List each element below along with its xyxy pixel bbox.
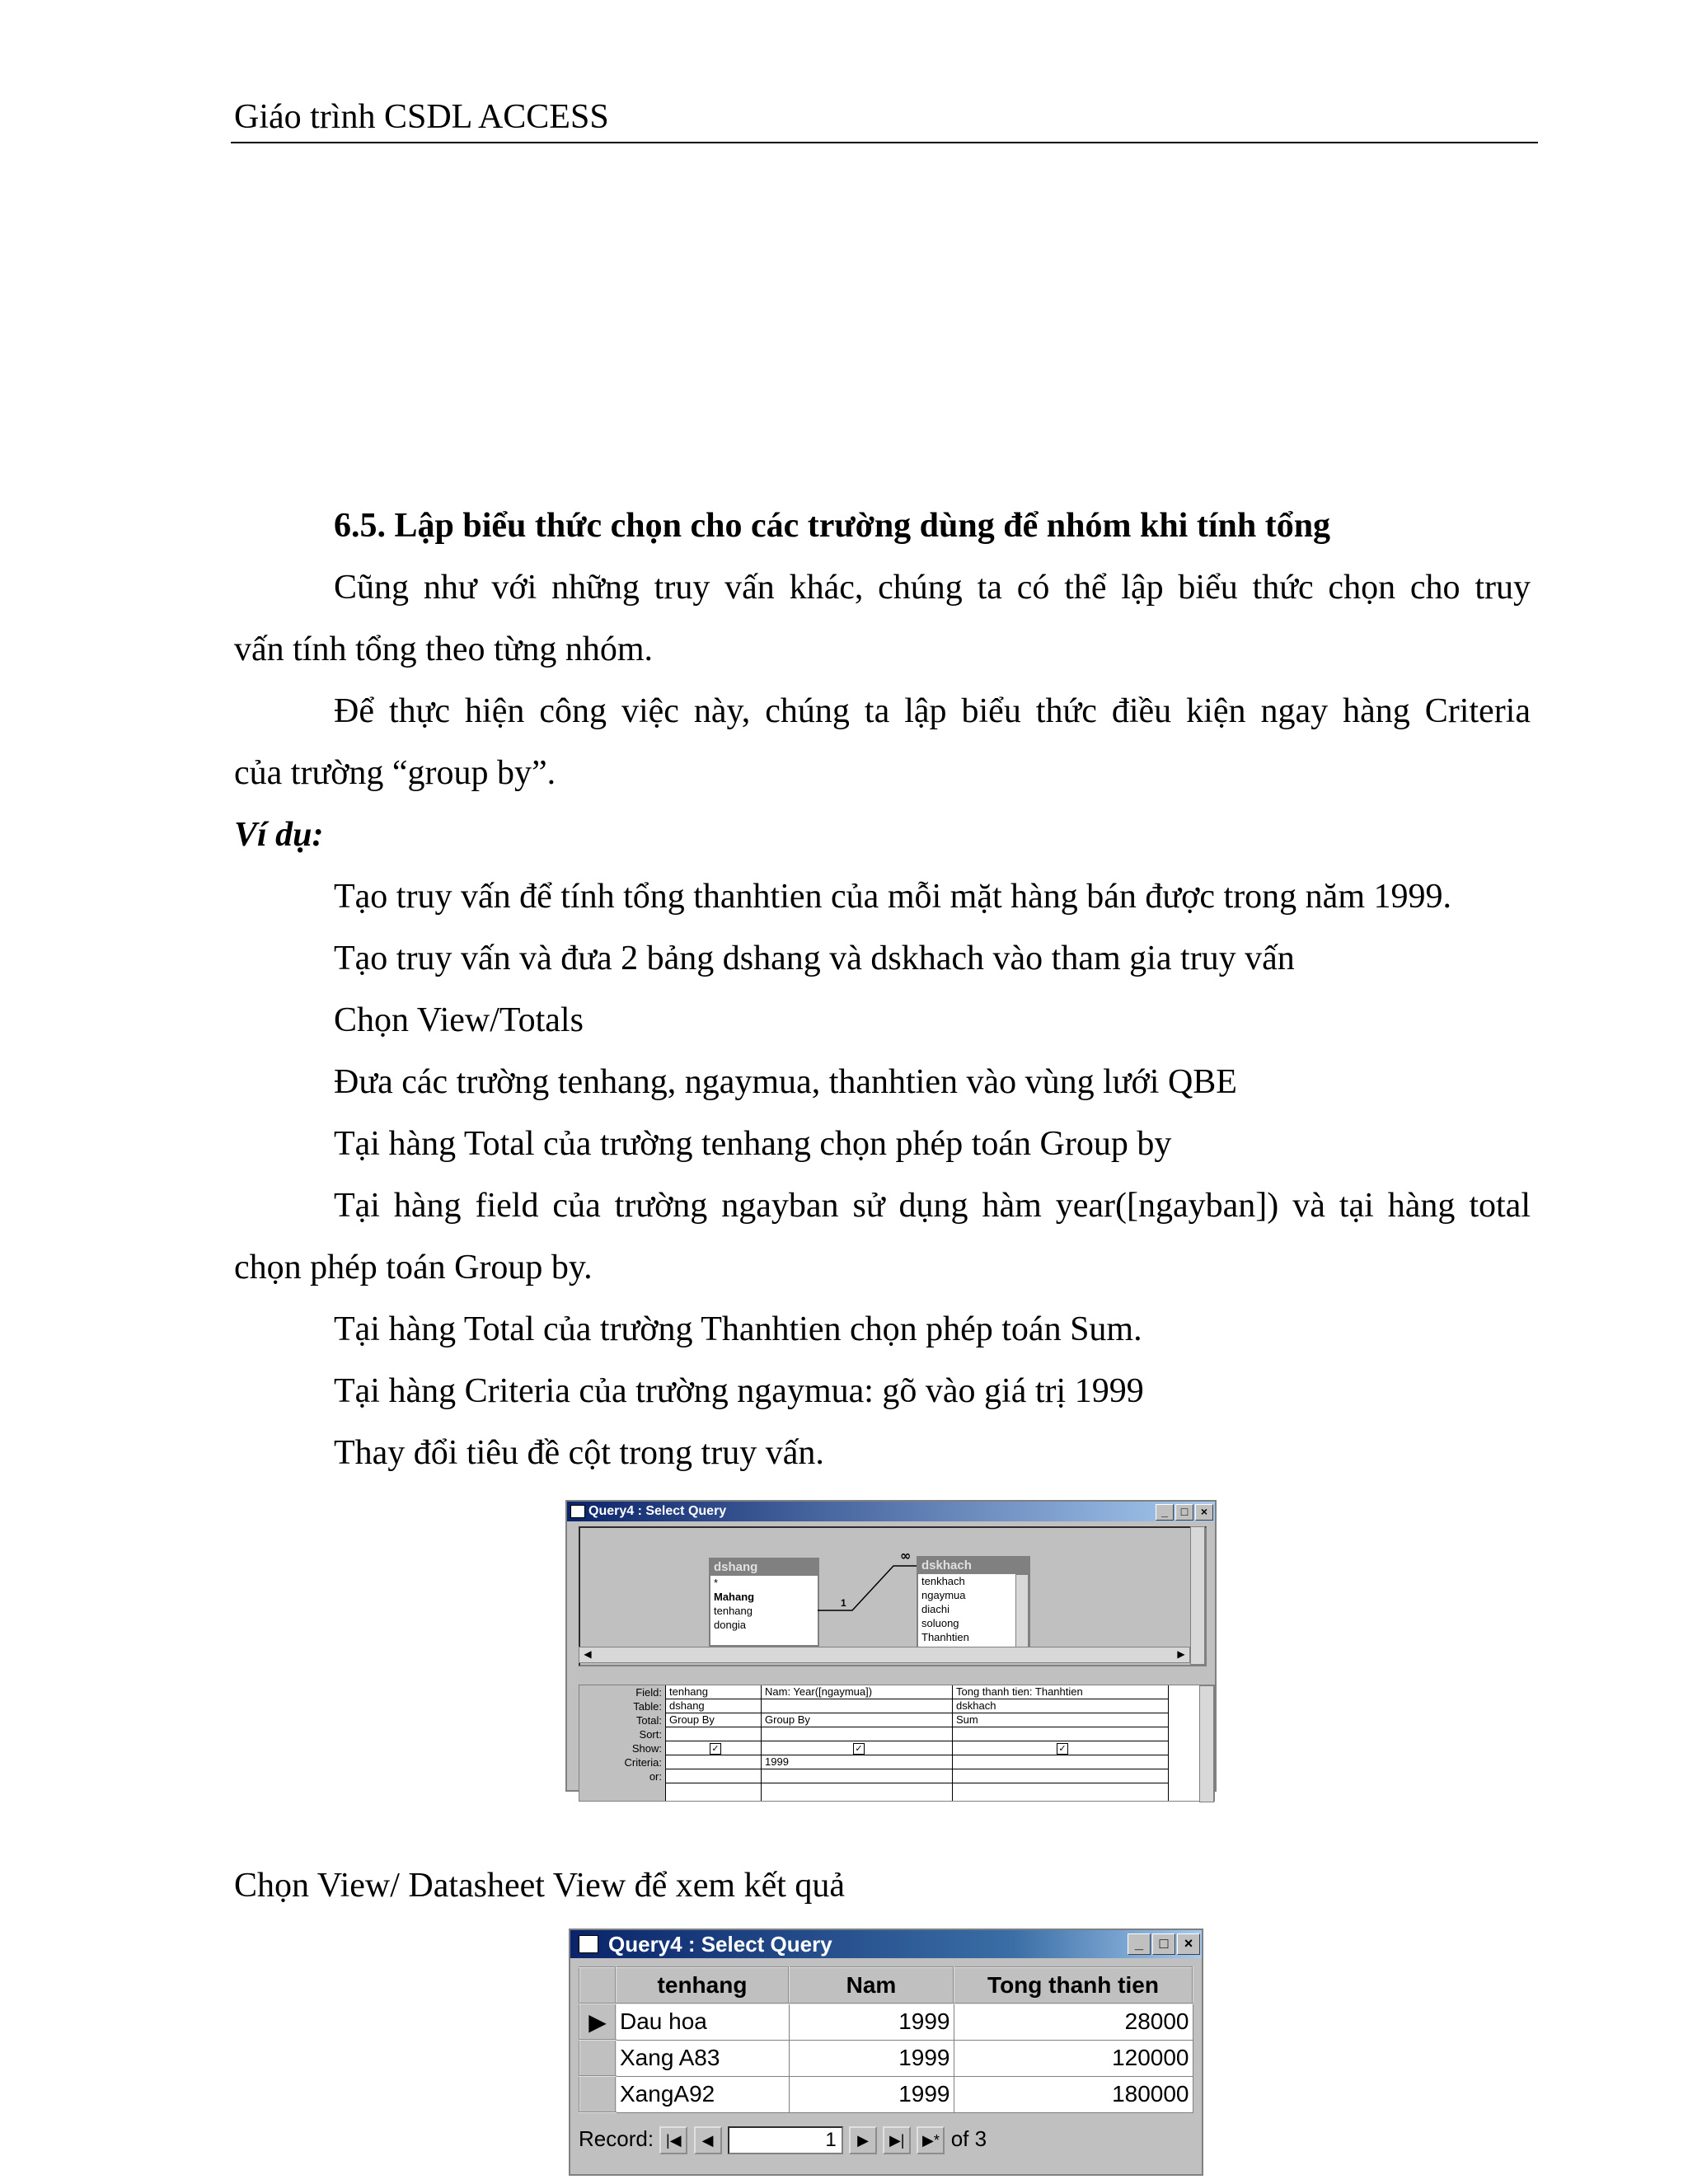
qbe-vscrollbar[interactable] <box>1199 1685 1214 1802</box>
example-label: Ví dụ: <box>234 816 324 854</box>
qbe-row-label: Table: <box>633 1700 662 1713</box>
record-count: of 3 <box>950 2126 987 2151</box>
new-record-icon[interactable]: ▶* <box>917 2126 945 2154</box>
scroll-left-icon[interactable]: ◀ <box>584 1648 592 1660</box>
paragraph-1-line-2: vấn tính tổng theo từng nhóm. <box>234 630 654 668</box>
field-list-item[interactable]: tenkhach <box>921 1575 965 1587</box>
datasheet-grid <box>579 1966 1193 2113</box>
field-list-item[interactable]: tenhang <box>714 1605 753 1617</box>
step-3: Chọn View/Totals <box>334 1001 584 1039</box>
field-list-item[interactable]: soluong <box>921 1617 959 1629</box>
join-line <box>580 1528 1205 1665</box>
qbe-field-cell[interactable]: tenhang <box>666 1685 762 1699</box>
minimize-button[interactable]: _ <box>1156 1504 1174 1521</box>
qbe-row-label: Total: <box>635 1714 662 1727</box>
table-dskhach[interactable] <box>917 1556 1030 1658</box>
datasheet-titlebar <box>570 1930 1202 1958</box>
qbe-show-cell[interactable] <box>953 1741 1169 1755</box>
record-selector-icon[interactable]: ▶ <box>579 2004 616 2040</box>
qbe-grid <box>579 1685 1215 1802</box>
field-list-item[interactable]: ngaymua <box>921 1589 966 1601</box>
table-pane-hscrollbar[interactable] <box>579 1647 1190 1663</box>
first-record-icon[interactable]: |◀ <box>659 2126 687 2154</box>
show-checkbox[interactable]: ✓ <box>710 1743 721 1755</box>
design-window-title: Query4 : Select Query <box>588 1504 727 1518</box>
qbe-criteria-cell[interactable] <box>666 1755 762 1769</box>
qbe-or-cell[interactable] <box>762 1769 953 1783</box>
qbe-row-label: or: <box>649 1770 662 1783</box>
scroll-right-icon[interactable]: ▶ <box>1177 1648 1185 1660</box>
qbe-sort-cell[interactable] <box>953 1727 1169 1741</box>
qbe-table-cell[interactable]: dskhach <box>953 1699 1169 1713</box>
qbe-row-label: Sort: <box>639 1728 662 1741</box>
design-window-titlebar <box>567 1502 1215 1521</box>
step-8: Tại hàng Criteria của trường ngaymua: gõ vào giá trị 1999 <box>334 1372 1144 1410</box>
show-checkbox[interactable]: ✓ <box>1057 1743 1068 1755</box>
next-record-icon[interactable]: ▶ <box>849 2126 877 2154</box>
cell-nam[interactable]: 1999 <box>789 2004 954 2040</box>
qbe-column-1[interactable] <box>665 1685 762 1801</box>
cell-tong-thanh-tien[interactable]: 120000 <box>954 2040 1193 2076</box>
step-10: Chọn View/ Datasheet View để xem kết quả <box>234 1867 846 1905</box>
cell-tong-thanh-tien[interactable]: 180000 <box>954 2076 1193 2112</box>
cell-tenhang[interactable]: Dau hoa <box>616 2004 789 2040</box>
last-record-icon[interactable]: ▶| <box>883 2126 911 2154</box>
show-checkbox[interactable]: ✓ <box>853 1743 865 1755</box>
record-navigation-bar <box>579 2121 1193 2156</box>
header-row <box>579 1967 1193 2004</box>
table-pane-vscrollbar[interactable] <box>1190 1526 1205 1665</box>
maximize-button[interactable]: □ <box>1152 1933 1175 1955</box>
field-list-item[interactable]: diachi <box>921 1603 950 1615</box>
qbe-field-cell[interactable]: Nam: Year([ngaymua]) <box>762 1685 953 1699</box>
field-list-item[interactable]: Thanhtien <box>921 1631 969 1643</box>
paragraph-2-line-1: Để thực hiện công việc này, chúng ta lập biểu thức điều kiện ngay hàng Criteria <box>334 692 1531 730</box>
minimize-button[interactable]: _ <box>1128 1933 1151 1955</box>
step-6-line-2: chọn phép toán Group by. <box>234 1249 593 1286</box>
datasheet-window <box>569 1929 1203 2176</box>
paragraph-2-line-2: của trường “group by”. <box>234 754 556 792</box>
record-selector[interactable] <box>579 2076 616 2112</box>
table-row[interactable] <box>579 2040 1193 2076</box>
column-header[interactable]: tenhang <box>616 1967 789 2004</box>
query-design-window <box>565 1500 1217 1792</box>
qbe-sort-cell[interactable] <box>762 1727 953 1741</box>
qbe-table-cell[interactable] <box>762 1699 953 1713</box>
field-list-item[interactable]: dongia <box>714 1619 747 1631</box>
table-pane <box>579 1526 1207 1666</box>
column-header[interactable]: Nam <box>789 1967 954 2004</box>
datasheet-title: Query4 : Select Query <box>608 1932 832 1957</box>
join-one-label: 1 <box>841 1597 846 1609</box>
record-label: Record: <box>579 2126 654 2151</box>
qbe-criteria-cell[interactable] <box>953 1755 1169 1769</box>
page-header-title: Giáo trình CSDL ACCESS <box>234 98 609 136</box>
qbe-column-2[interactable] <box>761 1685 953 1801</box>
qbe-total-cell[interactable]: Sum <box>953 1713 1169 1727</box>
qbe-row-label: Field: <box>635 1686 662 1699</box>
close-button[interactable]: × <box>1195 1504 1213 1521</box>
qbe-sort-cell[interactable] <box>666 1727 762 1741</box>
field-list-item[interactable]: Mahang <box>714 1591 755 1603</box>
qbe-total-cell[interactable]: Group By <box>666 1713 762 1727</box>
table-row[interactable] <box>579 2004 1193 2040</box>
cell-tenhang[interactable]: Xang A83 <box>616 2040 789 2076</box>
select-all-cell[interactable] <box>579 1967 616 2004</box>
field-list-scrollbar[interactable] <box>1015 1574 1029 1655</box>
table-dshang-caption: dshang <box>710 1559 818 1576</box>
qbe-row-label: Criteria: <box>624 1756 662 1769</box>
step-9: Thay đổi tiêu đề cột trong truy vấn. <box>334 1434 824 1472</box>
qbe-table-cell[interactable]: dshang <box>666 1699 762 1713</box>
step-2: Tạo truy vấn và đưa 2 bảng dshang và dskhach vào tham gia truy vấn <box>334 940 1295 977</box>
paragraph-1-line-1: Cũng như với những truy vấn khác, chúng ta có thể lập biểu thức chọn cho truy <box>334 569 1531 607</box>
column-header[interactable]: Tong thanh tien <box>954 1967 1193 2004</box>
qbe-show-cell[interactable] <box>762 1741 953 1755</box>
record-number-input[interactable]: 1 <box>728 2126 843 2154</box>
query-icon <box>579 1935 598 1953</box>
qbe-criteria-cell[interactable]: 1999 <box>762 1755 953 1769</box>
cell-tong-thanh-tien[interactable]: 28000 <box>954 2004 1193 2040</box>
maximize-button[interactable]: □ <box>1175 1504 1193 1521</box>
step-4: Đưa các trường tenhang, ngaymua, thanhtien vào vùng lưới QBE <box>334 1063 1237 1101</box>
join-many-label: ∞ <box>900 1548 912 1563</box>
qbe-show-cell[interactable] <box>666 1741 762 1755</box>
step-1: Tạo truy vấn để tính tổng thanhtien của mỗi mặt hàng bán được trong năm 1999. <box>334 878 1451 916</box>
cell-tenhang[interactable]: XangA92 <box>616 2076 789 2112</box>
qbe-field-cell[interactable]: Tong thanh tien: Thanhtien <box>953 1685 1169 1699</box>
close-button[interactable]: × <box>1177 1933 1200 1955</box>
step-7: Tại hàng Total của trường Thanhtien chọn phép toán Sum. <box>334 1310 1142 1348</box>
query-icon <box>570 1505 585 1518</box>
section-heading: 6.5. Lập biểu thức chọn cho các trường dùng để nhóm khi tính tổng <box>334 507 1331 545</box>
qbe-total-cell[interactable]: Group By <box>762 1713 953 1727</box>
step-5: Tại hàng Total của trường tenhang chọn phép toán Group by <box>334 1125 1172 1163</box>
qbe-column-3[interactable] <box>952 1685 1169 1801</box>
cell-nam[interactable]: 1999 <box>789 2040 954 2076</box>
qbe-or-cell[interactable] <box>953 1769 1169 1783</box>
step-6-line-1: Tại hàng field của trường ngayban sử dụng hàm year([ngayban]) và tại hàng total <box>334 1187 1531 1225</box>
header-rule <box>231 142 1538 143</box>
table-row[interactable] <box>579 2076 1193 2112</box>
qbe-or-cell[interactable] <box>666 1769 762 1783</box>
record-selector[interactable] <box>579 2040 616 2076</box>
qbe-row-label: Show: <box>631 1742 662 1755</box>
qbe-row-labels <box>579 1685 665 1801</box>
table-dskhach-caption: dskhach <box>918 1558 1029 1574</box>
qbe-column-empty[interactable] <box>1168 1685 1198 1801</box>
previous-record-icon[interactable]: ◀ <box>694 2126 722 2154</box>
field-list-item[interactable]: * <box>714 1577 719 1589</box>
cell-nam[interactable]: 1999 <box>789 2076 954 2112</box>
